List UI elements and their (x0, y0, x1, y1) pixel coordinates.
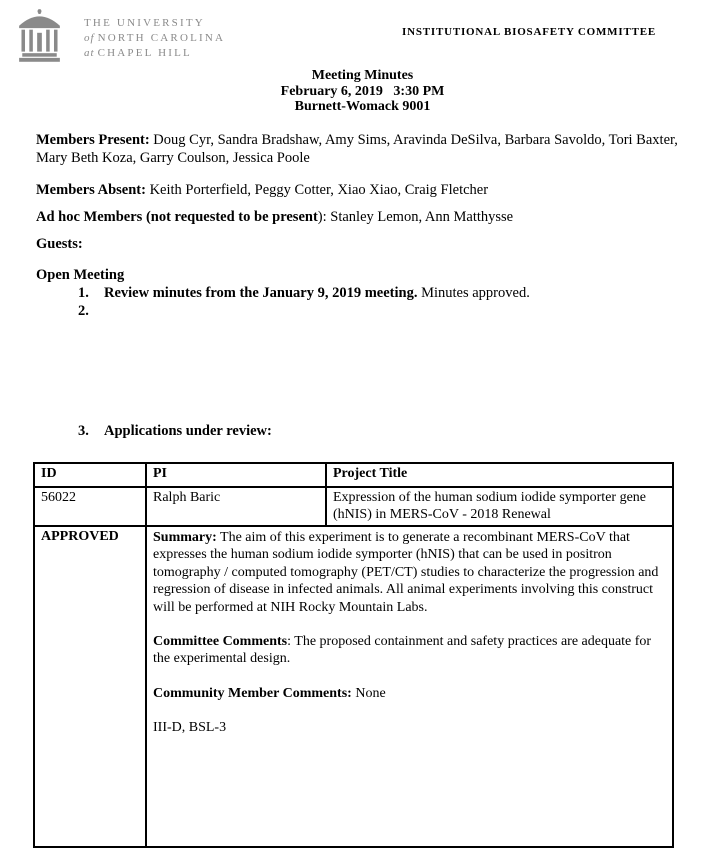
applications-table (33, 462, 674, 848)
summary-text: The aim of this experiment is to generate a recombinant MERS-CoV that expresses the human sodium iodide symporter (hNIS) that can be used in positron tomography / computed tomography (PET/CT) studies to characterize the progression and regression of disease in infected animals. All animal experiments involving this construct will be performed at NIH Rocky Mountain Labs. (153, 530, 662, 615)
classification-text: III-D, BSL-3 (153, 720, 227, 736)
cell-pi: Ralph Baric (146, 487, 326, 526)
table-detail-row (34, 526, 673, 847)
unc-wordmark (84, 16, 225, 61)
list-item-text: Minutes approved. (417, 285, 530, 301)
list-item-3 (78, 423, 678, 441)
list-item-1 (78, 285, 678, 303)
members-present-paragraph (36, 132, 689, 167)
members-absent-paragraph (36, 182, 689, 200)
community-comments-paragraph (153, 685, 666, 702)
adhoc-members-names: ): Stanley Lemon, Ann Matthysse (317, 209, 514, 225)
members-present-label: Members Present: (36, 132, 150, 148)
list-item-bold-text: Review minutes from the January 9, 2019 meeting. (104, 285, 418, 301)
committee-comments-paragraph (153, 633, 666, 668)
wordmark-line-2 (84, 31, 225, 46)
committee-heading: INSTITUTIONAL BIOSAFETY COMMITTEE (402, 26, 656, 38)
wordmark-text: THE UNIVERSITY (84, 17, 205, 29)
cell-id: 56022 (34, 487, 146, 526)
list-number: 3. (78, 423, 89, 439)
meeting-title: Meeting Minutes (311, 68, 414, 83)
cell-project-title: Expression of the human sodium iodide symporter gene (hNIS) in MERS-CoV - 2018 Renewal (326, 487, 673, 526)
summary-paragraph (153, 529, 666, 616)
wordmark-line-1 (84, 16, 225, 31)
header-pi: PI (146, 463, 326, 487)
cell-detail (146, 526, 673, 847)
header-project-title: Project Title (326, 463, 673, 487)
members-absent-label: Members Absent: (36, 182, 146, 198)
list-item-2 (78, 303, 678, 321)
meeting-location: Burnett-Womack 9001 (294, 99, 431, 114)
table-header-row (34, 463, 673, 487)
list-item-bold-text: Applications under review: (104, 423, 272, 439)
wordmark-prefix: of (84, 32, 95, 44)
list-number: 2. (78, 303, 89, 319)
list-number: 1. (78, 285, 89, 301)
adhoc-members-paragraph (36, 209, 689, 227)
community-comments-text: None (351, 685, 386, 701)
committee-comments-text: : The proposed containment and safety practices are adequate for the experimental design. (153, 634, 655, 667)
committee-comments-label: Committee Comments (153, 634, 288, 650)
meeting-datetime: February 6, 2019 3:30 PM (280, 83, 445, 99)
members-present-names: Doug Cyr, Sandra Bradshaw, Amy Sims, Aravinda DeSilva, Barbara Savoldo, Tori Baxter, Mary Beth Koza, Garry Coulson, Jessica Poole (36, 132, 682, 166)
community-comments-label: Community Member Comments: (153, 685, 352, 701)
members-absent-names: Keith Porterfield, Peggy Cotter, Xiao Xiao, Craig Fletcher (145, 182, 489, 198)
open-meeting-heading: Open Meeting (36, 267, 125, 283)
wordmark-prefix: at (84, 47, 95, 59)
adhoc-members-label: Ad hoc Members (not requested to be present (36, 209, 318, 225)
old-well-icon (16, 9, 63, 66)
guests-paragraph (36, 236, 689, 254)
summary-label: Summary: (153, 530, 217, 545)
meeting-title-block (36, 68, 689, 115)
status-badge: APPROVED (34, 526, 146, 847)
wordmark-text: CHAPEL HILL (97, 47, 192, 59)
wordmark-line-3 (84, 46, 225, 61)
wordmark-text: NORTH CAROLINA (97, 32, 226, 44)
guests-label: Guests: (36, 236, 83, 252)
header-id: ID (34, 463, 146, 487)
table-row (34, 487, 673, 526)
